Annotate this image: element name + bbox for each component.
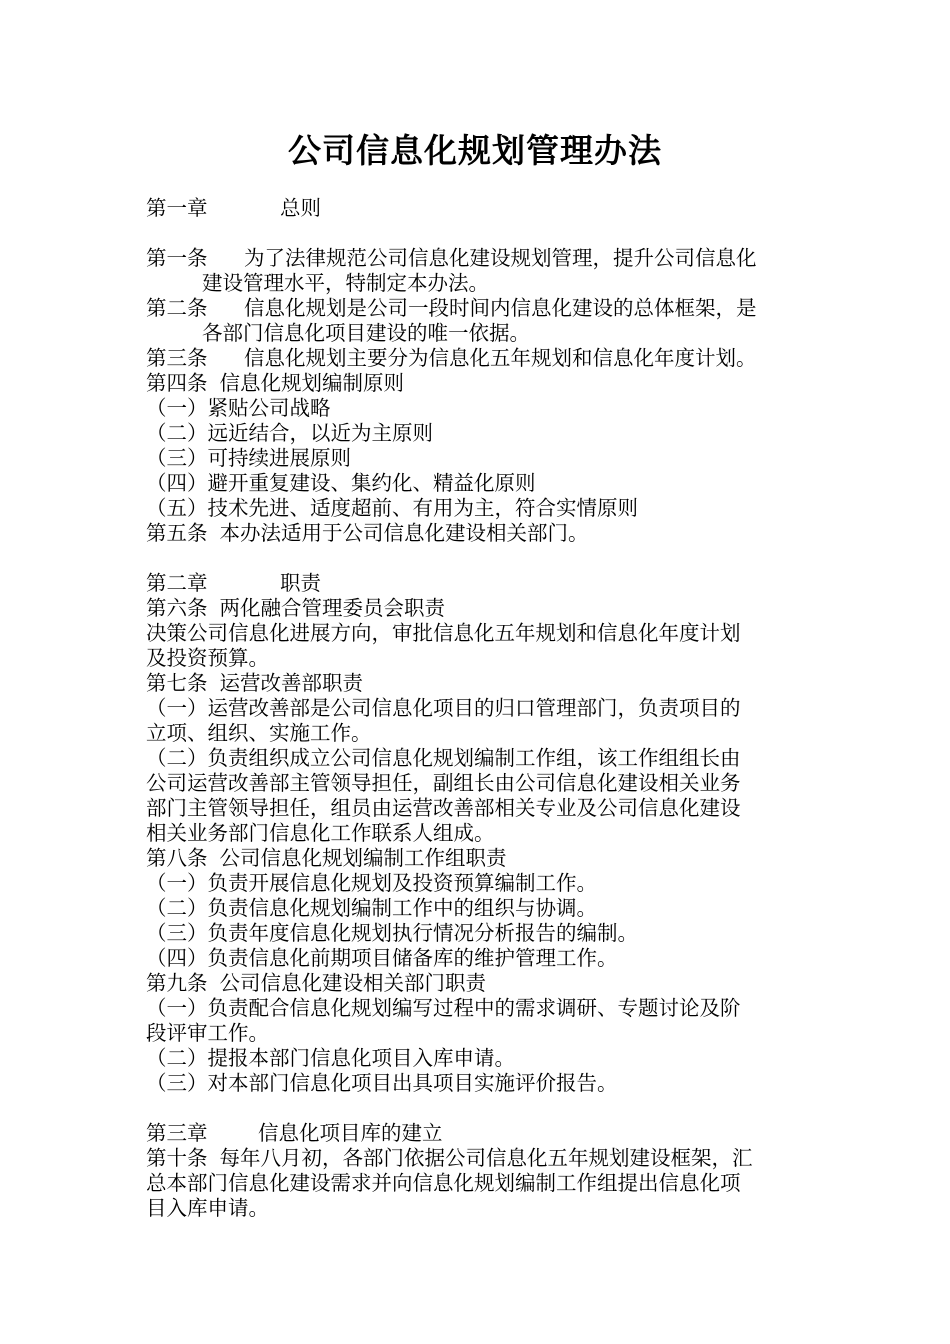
article-label: 第十条 [146,1146,208,1170]
chapter-title: 信息化项目库的建立 [258,1121,443,1145]
article-8 [146,846,806,871]
article-text: 为了法律规范公司信息化建设规划管理，提升公司信息化 [244,246,757,270]
article-label: 第七条 [146,671,208,695]
chapter-heading [146,571,806,596]
article-text: 信息化规划主要分为信息化五年规划和信息化年度计划。 [244,346,757,370]
paragraph-line: 目入库申请。 [146,1196,269,1220]
document-title: 公司信息化规划管理办法 [288,131,662,170]
article-title: 运营改善部职责 [219,671,363,695]
list-item: （三）可持续进展原则 [146,446,351,470]
article-4 [146,371,806,396]
article-text: 本办法适用于公司信息化建设相关部门。 [219,521,589,545]
article-label: 第九条 [146,971,208,995]
paragraph-line: 相关业务部门信息化工作联系人组成。 [146,821,495,845]
document-body [146,196,806,1221]
chapter-label: 第一章 [146,196,208,220]
article-label: 第二条 [146,296,208,320]
list-item: （三）对本部门信息化项目出具项目实施评价报告。 [146,1071,618,1095]
article-text: 每年八月初，各部门依据公司信息化五年规划建设框架，汇 [219,1146,753,1170]
article-5 [146,521,806,546]
article-label: 第三条 [146,346,208,370]
chapter-label: 第三章 [146,1121,208,1145]
article-text-continued: 各部门信息化项目建设的唯一依据。 [202,321,530,345]
article-label: 第一条 [146,246,208,270]
list-item: （五）技术先进、适度超前、有用为主，符合实情原则 [146,496,638,520]
chapter-title: 职责 [280,571,321,595]
article-2 [146,296,806,321]
list-item: （四）负责信息化前期项目储备库的维护管理工作。 [146,946,618,970]
paragraph-line: 段评审工作。 [146,1021,269,1045]
paragraph-line: （一）运营改善部是公司信息化项目的归口管理部门，负责项目的 [146,696,741,720]
paragraph-line: （一）负责配合信息化规划编写过程中的需求调研、专题讨论及阶 [146,996,741,1020]
chapter-heading [146,1121,806,1146]
article-label: 第八条 [146,846,208,870]
list-item: （二）提报本部门信息化项目入库申请。 [146,1046,515,1070]
article-9 [146,971,806,996]
article-1 [146,246,806,271]
article-6 [146,596,806,621]
paragraph-line: 及投资预算。 [146,646,269,670]
list-item: （一）负责开展信息化规划及投资预算编制工作。 [146,871,597,895]
chapter-title: 总则 [280,196,321,220]
list-item: （四）避开重复建设、集约化、精益化原则 [146,471,536,495]
chapter-label: 第二章 [146,571,208,595]
paragraph-line: （二）负责组织成立公司信息化规划编制工作组，该工作组组长由 [146,746,741,770]
article-label: 第五条 [146,521,208,545]
spacer [146,221,806,246]
article-title: 公司信息化建设相关部门职责 [219,971,486,995]
article-text-continued: 建设管理水平，特制定本办法。 [202,271,489,295]
article-7 [146,671,806,696]
article-title: 信息化规划编制原则 [219,371,404,395]
article-label: 第六条 [146,596,208,620]
list-item: （一）紧贴公司战略 [146,396,331,420]
paragraph-line: 公司运营改善部主管领导担任，副组长由公司信息化建设相关业务 [146,771,741,795]
paragraph-line: 立项、组织、实施工作。 [146,721,372,745]
list-item: （二）远近结合，以近为主原则 [146,421,433,445]
paragraph-line: 总本部门信息化建设需求并向信息化规划编制工作组提出信息化项 [146,1171,741,1195]
list-item: （三）负责年度信息化规划执行情况分析报告的编制。 [146,921,638,945]
article-text: 信息化规划是公司一段时间内信息化建设的总体框架，是 [244,296,757,320]
paragraph-line: 部门主管领导担任，组员由运营改善部相关专业及公司信息化建设 [146,796,741,820]
article-3 [146,346,806,371]
article-label: 第四条 [146,371,208,395]
article-title: 两化融合管理委员会职责 [219,596,445,620]
list-item: （二）负责信息化规划编制工作中的组织与协调。 [146,896,597,920]
paragraph-line: 决策公司信息化进展方向，审批信息化五年规划和信息化年度计划 [146,621,741,645]
spacer [146,1096,806,1121]
spacer [146,546,806,571]
chapter-heading [146,196,806,221]
article-10 [146,1146,806,1171]
article-title: 公司信息化规划编制工作组职责 [219,846,507,870]
